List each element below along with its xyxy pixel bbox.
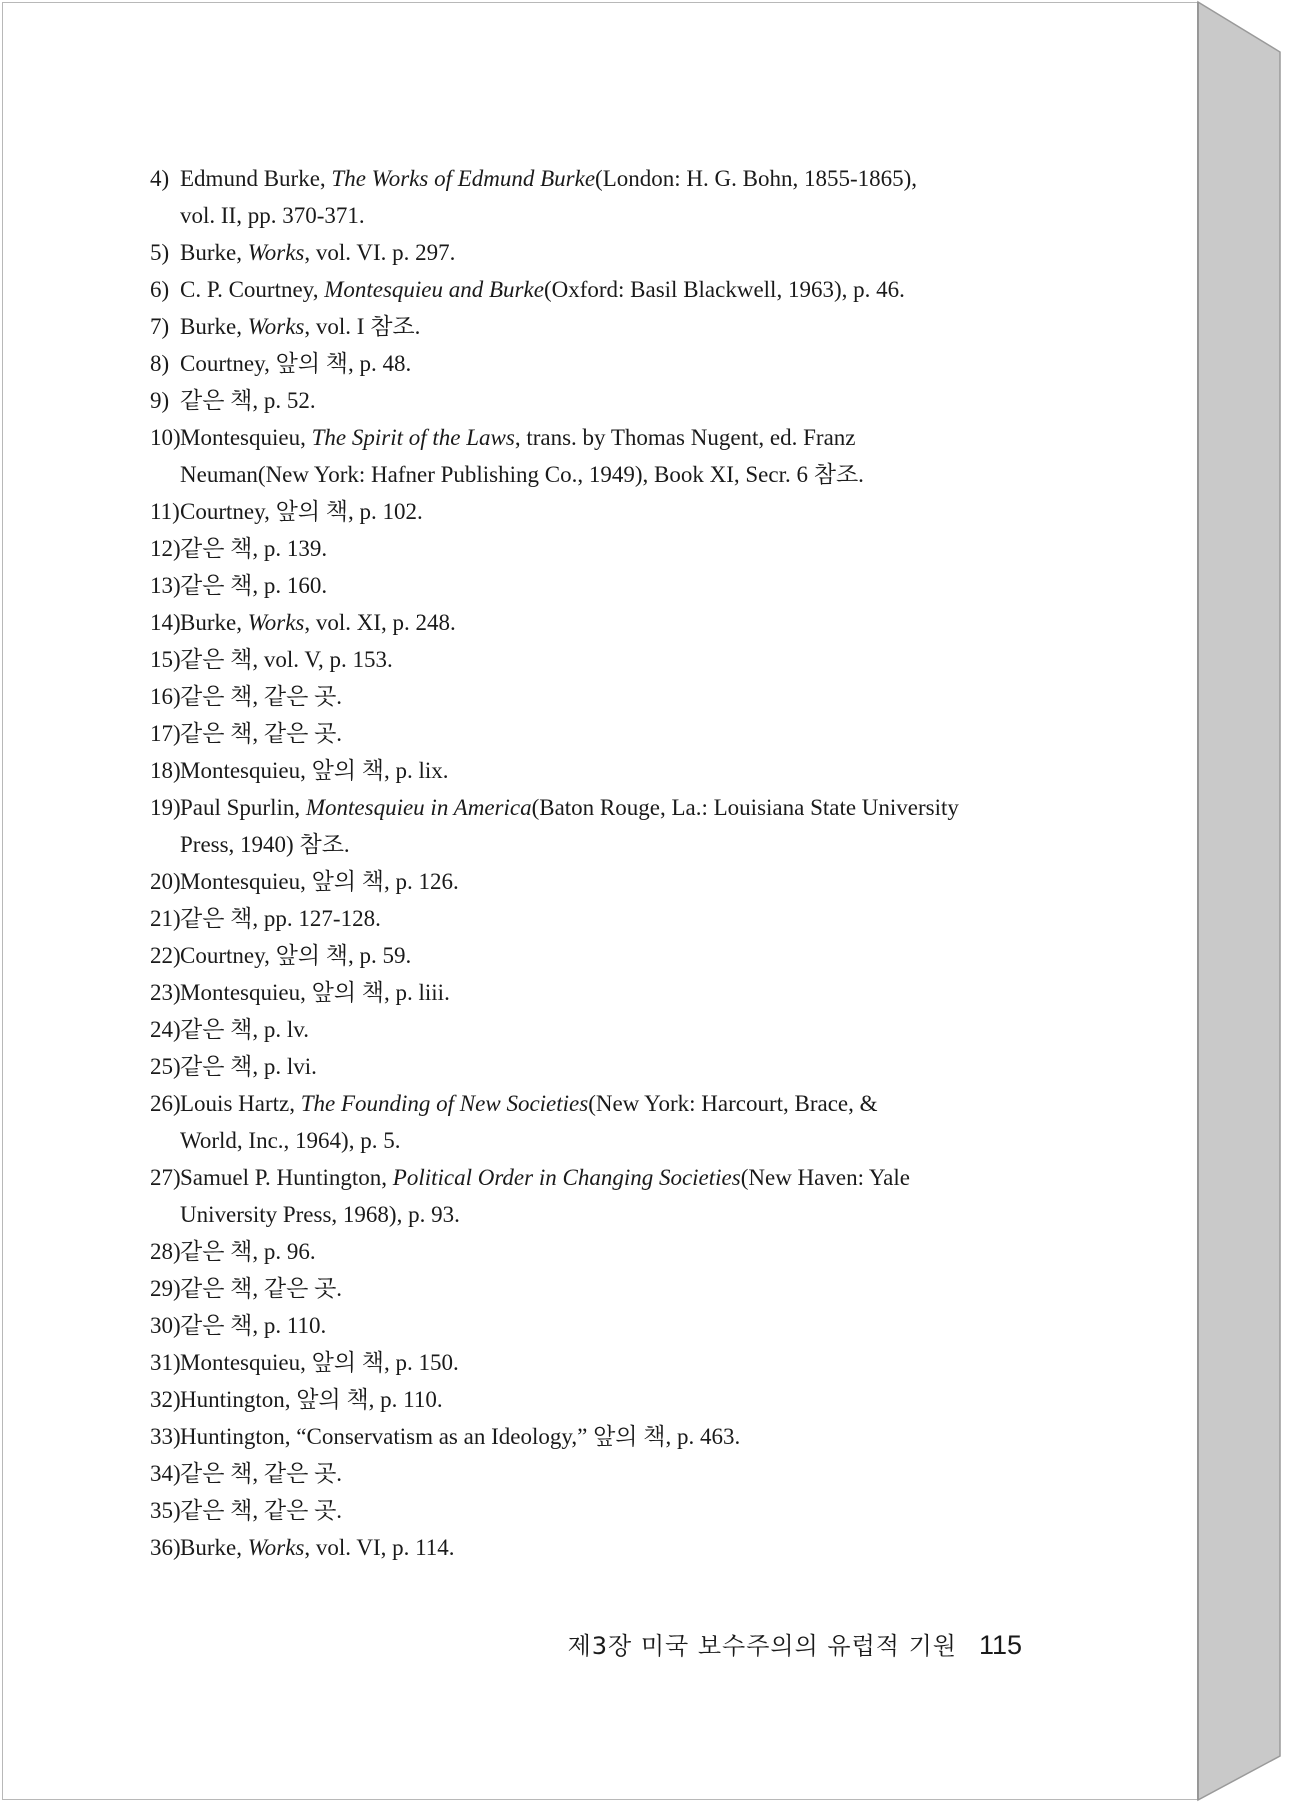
footnote: 21) 같은 책, pp. 127-128. [150, 900, 1050, 937]
chapter-title: 제3장 미국 보수주의의 유럽적 기원 [567, 1632, 957, 1660]
footnote: 13) 같은 책, p. 160. [150, 567, 1050, 604]
footnote-number: 21) [150, 906, 181, 931]
footnote-number: 16) [150, 684, 181, 709]
footnote-number: 36) [150, 1535, 181, 1560]
footnote-number: 10) [150, 425, 181, 450]
footnote: 7) Burke, Works, vol. I 참조. [150, 308, 1050, 345]
footnote: 25) 같은 책, p. lvi. [150, 1048, 1050, 1085]
footnote-number: 17) [150, 721, 181, 746]
footnote-number: 23) [150, 980, 181, 1005]
footnote-number: 9) [150, 388, 170, 413]
footnote-continuation: Press, 1940) 참조. [180, 832, 350, 857]
footnote: 26) Louis Hartz, The Founding of New Societies(New York: Harcourt, Brace, & [150, 1085, 1050, 1122]
footnote-number: 15) [150, 647, 181, 672]
footnote-number: 33) [150, 1424, 181, 1449]
footnote: 33) Huntington, “Conservatism as an Ideology,” 앞의 책, p. 463. [150, 1418, 1050, 1455]
footnote: 20) Montesquieu, 앞의 책, p. 126. [150, 863, 1050, 900]
footnote: 23) Montesquieu, 앞의 책, p. liii. [150, 974, 1050, 1011]
footnote: 8) Courtney, 앞의 책, p. 48. [150, 345, 1050, 382]
footnote-number: 5) [150, 240, 170, 265]
footnote: 30) 같은 책, p. 110. [150, 1307, 1050, 1344]
footnote-continuation: University Press, 1968), p. 93. [180, 1202, 460, 1227]
footnote: 6) C. P. Courtney, Montesquieu and Burke(Oxford: Basil Blackwell, 1963), p. 46. [150, 271, 1050, 308]
footnote-number: 25) [150, 1054, 181, 1079]
footnote: 27) Samuel P. Huntington, Political Order in Changing Societies(New Haven: Yale [150, 1159, 1050, 1196]
footnote: 14) Burke, Works, vol. XI, p. 248. [150, 604, 1050, 641]
footnote-number: 32) [150, 1387, 181, 1412]
footnote-number: 34) [150, 1461, 181, 1486]
footnote-number: 13) [150, 573, 181, 598]
footnote-continuation: Neuman(New York: Hafner Publishing Co., 1949), Book XI, Secr. 6 참조. [180, 462, 864, 487]
footnote-number: 26) [150, 1091, 181, 1116]
footnote: 10) Montesquieu, The Spirit of the Laws, trans. by Thomas Nugent, ed. Franz [150, 419, 1050, 456]
footnote-list [150, 160, 1050, 1566]
footnote: 29) 같은 책, 같은 곳. [150, 1270, 1050, 1307]
footnote: 17) 같은 책, 같은 곳. [150, 715, 1050, 752]
footnote: 18) Montesquieu, 앞의 책, p. lix. [150, 752, 1050, 789]
footnote: 15) 같은 책, vol. V, p. 153. [150, 641, 1050, 678]
running-footer [568, 1626, 1022, 1661]
footnote: 9) 같은 책, p. 52. [150, 382, 1050, 419]
footnote: 34) 같은 책, 같은 곳. [150, 1455, 1050, 1492]
footnote-number: 12) [150, 536, 181, 561]
footnote-continuation: World, Inc., 1964), p. 5. [180, 1128, 401, 1153]
footnote: 28) 같은 책, p. 96. [150, 1233, 1050, 1270]
footnote-number: 6) [150, 277, 170, 302]
footnote-number: 19) [150, 795, 181, 820]
footnote: 31) Montesquieu, 앞의 책, p. 150. [150, 1344, 1050, 1381]
footnote: 24) 같은 책, p. lv. [150, 1011, 1050, 1048]
footnote-continuation: vol. II, pp. 370-371. [180, 203, 365, 228]
footnote-number: 31) [150, 1350, 181, 1375]
footnote: 32) Huntington, 앞의 책, p. 110. [150, 1381, 1050, 1418]
footnote-number: 28) [150, 1239, 181, 1264]
footnote-number: 14) [150, 610, 181, 635]
footnote-number: 22) [150, 943, 181, 968]
footnote-number: 35) [150, 1498, 181, 1523]
footnote-number: 18) [150, 758, 181, 783]
footnote-number: 30) [150, 1313, 181, 1338]
footnote-number: 27) [150, 1165, 181, 1190]
footnote-number: 7) [150, 314, 170, 339]
footnote: 11) Courtney, 앞의 책, p. 102. [150, 493, 1050, 530]
footnote-number: 24) [150, 1017, 181, 1042]
footnote: 35) 같은 책, 같은 곳. [150, 1492, 1050, 1529]
footnote: 36) Burke, Works, vol. VI, p. 114. [150, 1529, 1050, 1566]
footnote: 12) 같은 책, p. 139. [150, 530, 1050, 567]
footnote-number: 29) [150, 1276, 181, 1301]
footnote: 4) Edmund Burke, The Works of Edmund Burke(London: H. G. Bohn, 1855-1865), [150, 160, 1050, 197]
page-number: 115 [978, 1630, 1022, 1660]
footnote: 16) 같은 책, 같은 곳. [150, 678, 1050, 715]
footnote-number: 8) [150, 351, 170, 376]
footnote-number: 20) [150, 869, 181, 894]
footnote: 22) Courtney, 앞의 책, p. 59. [150, 937, 1050, 974]
footnote-number: 11) [150, 499, 180, 524]
footnote: 19) Paul Spurlin, Montesquieu in America(Baton Rouge, La.: Louisiana State University [150, 789, 1050, 826]
footnote: 5) Burke, Works, vol. VI. p. 297. [150, 234, 1050, 271]
footnote-number: 4) [150, 166, 170, 191]
